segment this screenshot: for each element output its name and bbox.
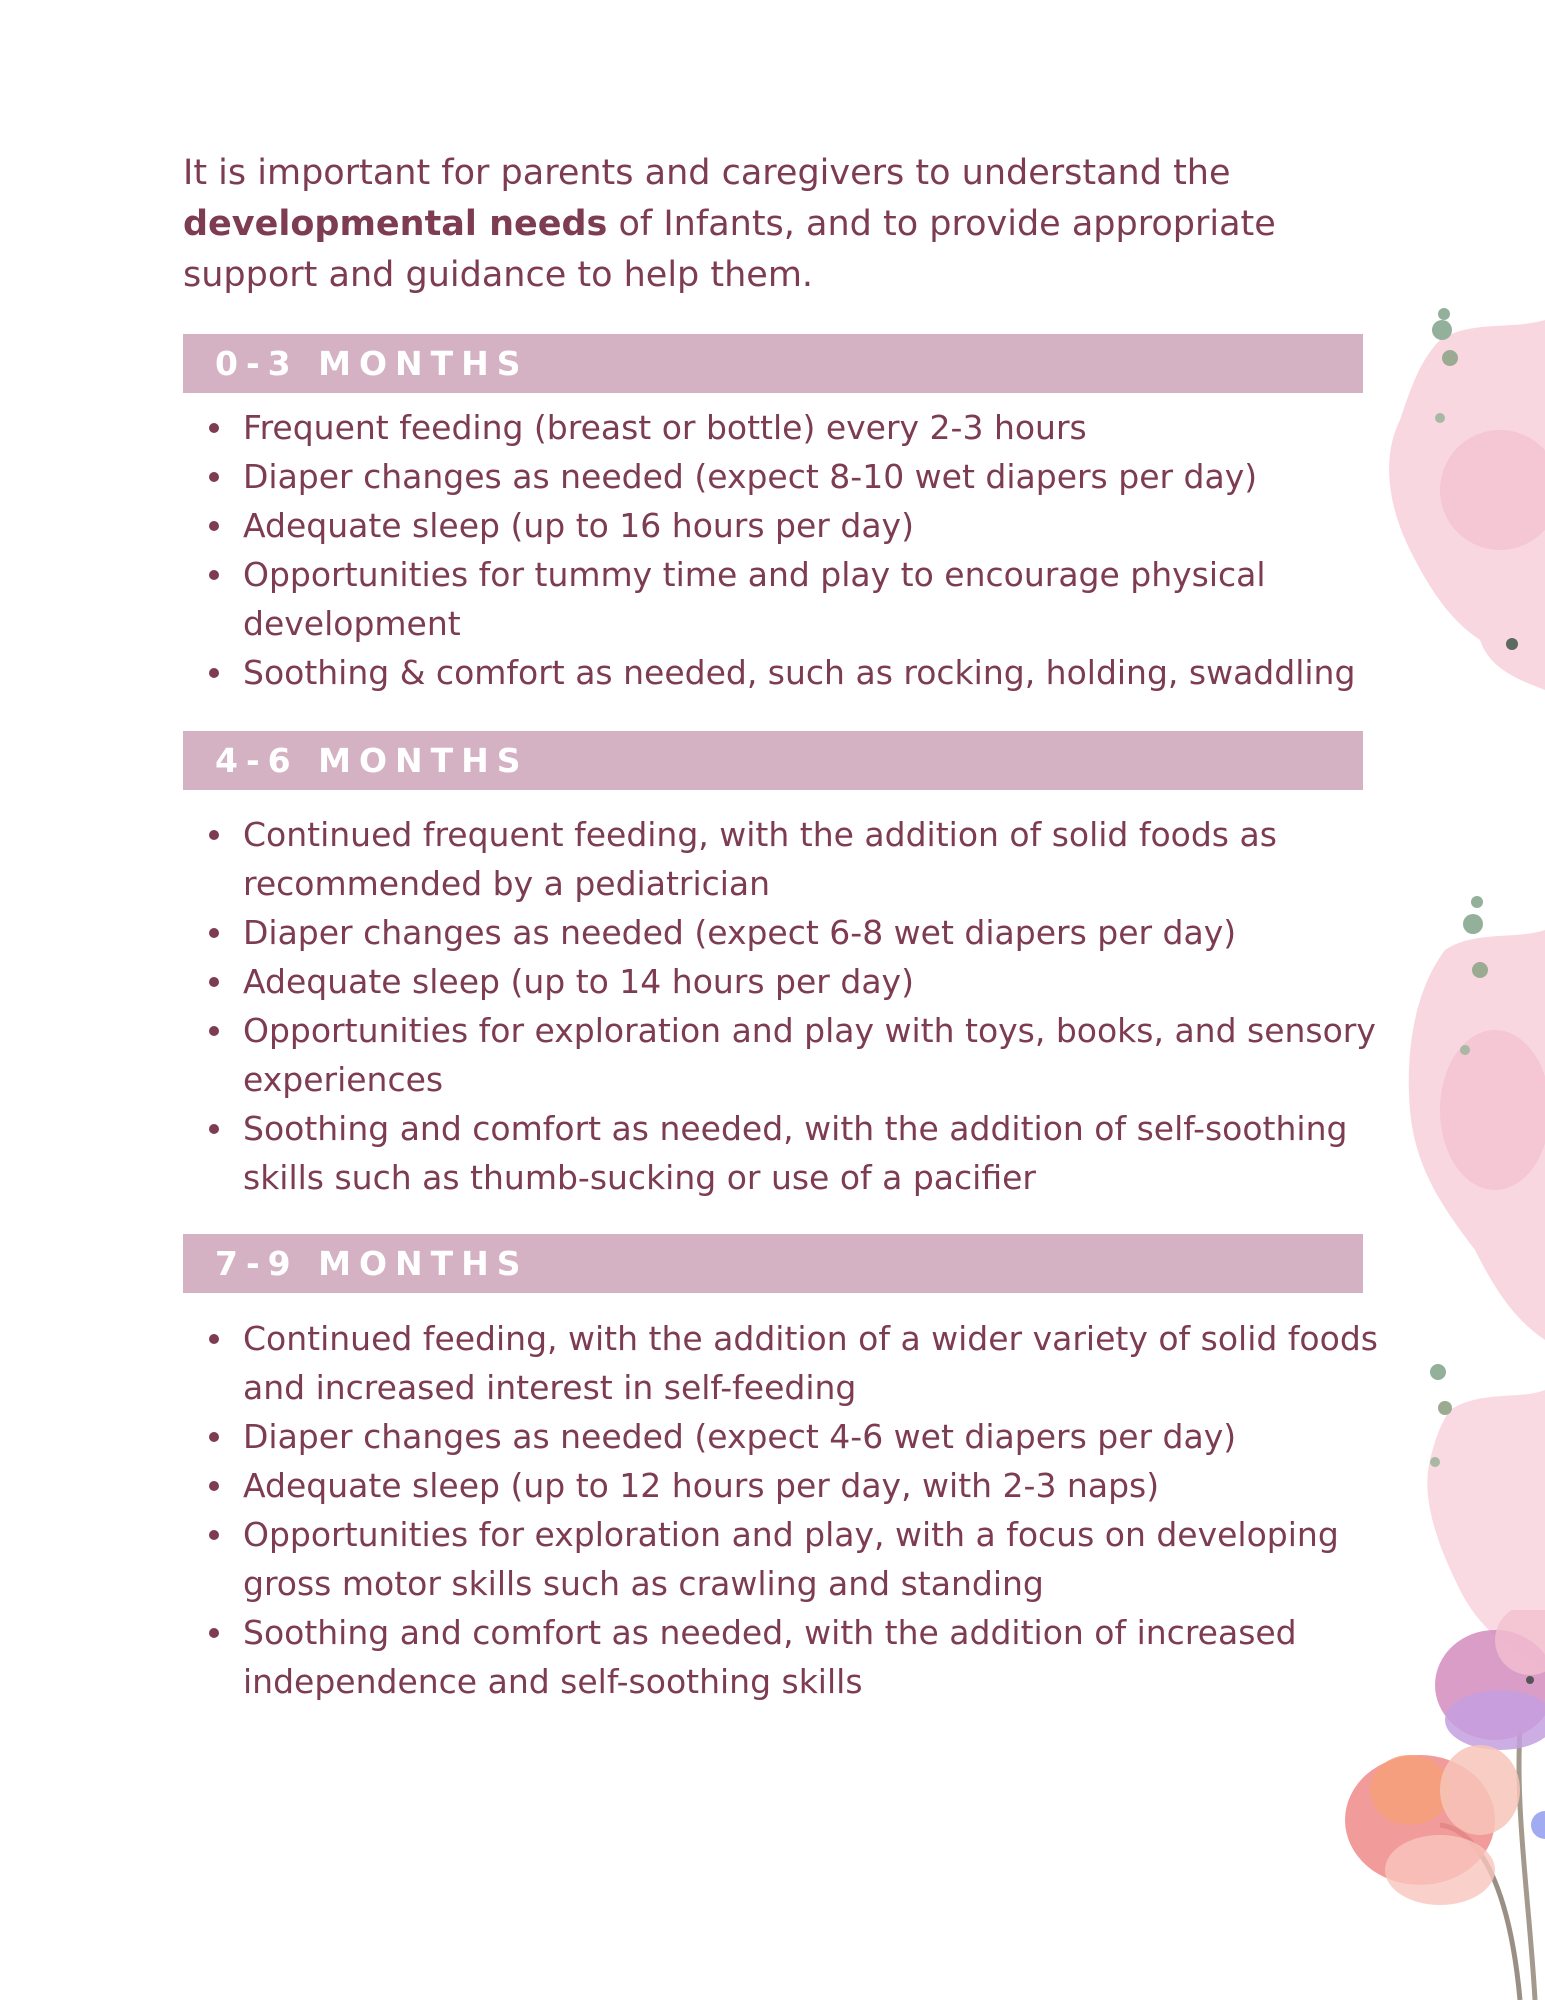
- list-item: Diaper changes as needed (expect 4-6 wet diapers per day): [183, 1412, 1383, 1461]
- watercolor-splash-top-decoration: [1370, 290, 1545, 690]
- list-item: Soothing and comfort as needed, with the addition of increased independence and self-soothing skills: [183, 1608, 1353, 1706]
- list-item: Opportunities for exploration and play, with a focus on developing gross motor skills such as crawling and standing: [183, 1510, 1383, 1608]
- intro-paragraph: It is important for parents and caregivers to understand the developmental needs of Infants, and to provide appropriate support and guidance to help them.: [183, 153, 1276, 295]
- list-item: Opportunities for exploration and play with toys, books, and sensory experiences: [183, 1006, 1383, 1104]
- list-item: Adequate sleep (up to 16 hours per day): [183, 501, 1383, 550]
- list-item: Opportunities for tummy time and play to encourage physical development: [183, 550, 1333, 648]
- section-list-0-3-months: [183, 403, 1383, 697]
- list-item: Continued feeding, with the addition of a wider variety of solid foods and increased interest in self-feeding: [183, 1314, 1383, 1412]
- section-heading-4-6-months: 4-6 MONTHS: [183, 731, 1363, 790]
- section-list-4-6-months: [183, 810, 1383, 1202]
- section-heading-0-3-months: 0-3 MONTHS: [183, 334, 1363, 393]
- intro-emphasis: developmental needs: [183, 204, 608, 244]
- watercolor-splash-lower-decoration: [1400, 1350, 1545, 1670]
- list-item: Soothing & comfort as needed, such as rocking, holding, swaddling: [183, 648, 1383, 697]
- section-list-7-9-months: [183, 1314, 1383, 1706]
- list-item: Soothing and comfort as needed, with the addition of self-soothing skills such as thumb-sucking or use of a pacifier: [183, 1104, 1383, 1202]
- list-item: Frequent feeding (breast or bottle) every 2-3 hours: [183, 403, 1383, 452]
- list-item: Continued frequent feeding, with the addition of solid foods as recommended by a pediatrician: [183, 810, 1333, 908]
- list-item: Adequate sleep (up to 14 hours per day): [183, 957, 1383, 1006]
- watercolor-splash-middle-decoration: [1385, 890, 1545, 1340]
- list-item: Adequate sleep (up to 12 hours per day, with 2-3 naps): [183, 1461, 1383, 1510]
- list-item: Diaper changes as needed (expect 6-8 wet diapers per day): [183, 908, 1383, 957]
- section-heading-7-9-months: 7-9 MONTHS: [183, 1234, 1363, 1293]
- list-item: Diaper changes as needed (expect 8-10 wet diapers per day): [183, 452, 1383, 501]
